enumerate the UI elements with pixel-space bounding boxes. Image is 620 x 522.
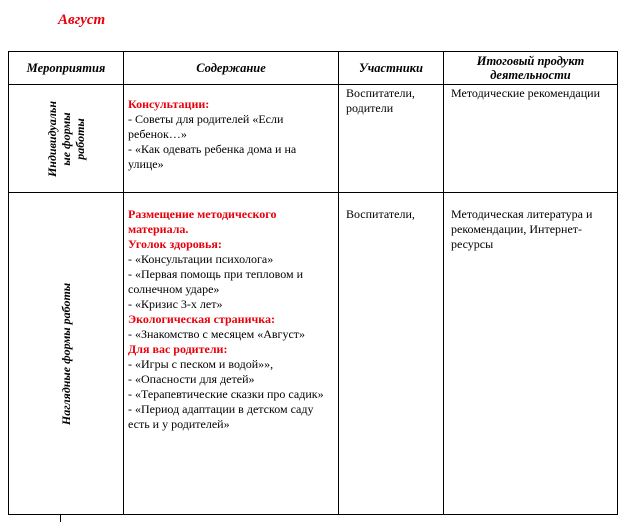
page-mark	[60, 514, 61, 522]
content-heading: Консультации:	[128, 97, 210, 111]
category-cell	[9, 85, 124, 193]
header-content: Содержание	[124, 52, 339, 85]
header-row	[9, 52, 618, 85]
category-label: Индивидуальн ые формы работы	[45, 100, 87, 177]
content-cell	[124, 85, 339, 193]
plan-table	[8, 51, 618, 515]
page-title: Август	[58, 12, 106, 28]
header-events: Мероприятия	[9, 52, 124, 85]
content-item: - «Кризис 3-х лет»	[128, 297, 223, 311]
content-item: - «Период адаптации в детском саду есть и у родителей»	[128, 402, 314, 431]
content-item: - «Опасности для детей»	[128, 372, 255, 386]
header-result: Итоговый продукт деятельности	[444, 52, 618, 85]
content-heading: Для вас родители:	[128, 342, 228, 356]
content-item: - Советы для родителей «Если ребенок…»	[128, 112, 284, 141]
content-cell	[124, 193, 339, 515]
category-cell	[9, 193, 124, 515]
header-participants: Участники	[339, 52, 444, 85]
participants-cell: Воспитатели, родители	[339, 85, 444, 193]
content-heading: Размещение методического материала.	[128, 207, 277, 236]
table-row	[9, 85, 618, 193]
content-item: - «Игры с песком и водой»»,	[128, 357, 274, 371]
content-item: - «Как одевать ребенка дома и на улице»	[128, 142, 297, 171]
result-cell: Методические рекомендации	[444, 85, 618, 193]
content-item: - «Терапевтические сказки про садик»	[128, 387, 324, 401]
table-row	[9, 193, 618, 515]
content-item: - «Знакомство с месяцем «Август»	[128, 327, 306, 341]
participants-cell: Воспитатели,	[339, 193, 444, 515]
content-heading: Уголок здоровья:	[128, 237, 222, 251]
content-heading: Экологическая страничка:	[128, 312, 275, 326]
content-item: - «Консультации психолога»	[128, 252, 274, 266]
content-item: - «Первая помощь при тепловом и солнечном ударе»	[128, 267, 304, 296]
result-cell: Методическая литература и рекомендации, Интернет- ресурсы	[444, 193, 618, 515]
category-label: Наглядные формы работы	[59, 282, 73, 425]
